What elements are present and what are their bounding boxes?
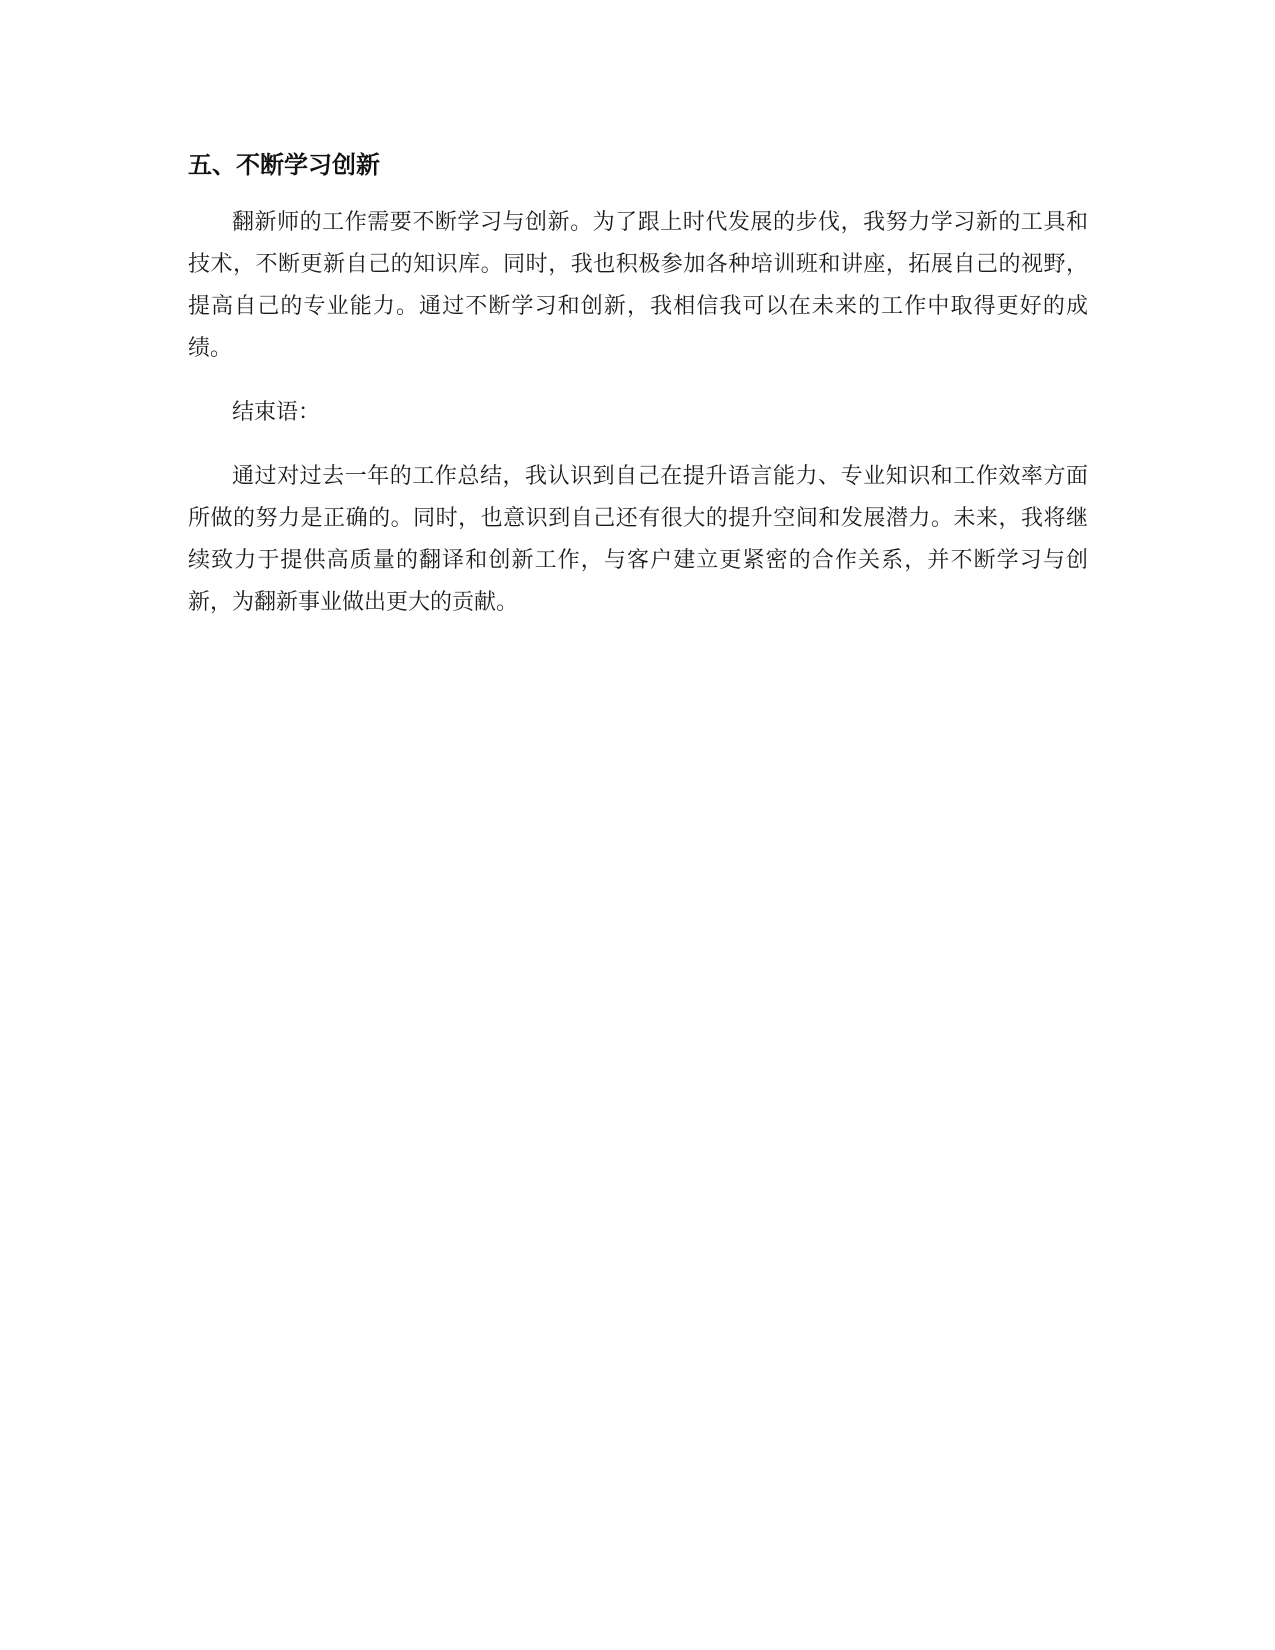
paragraph-closing-label: 结束语： [232,400,321,425]
paragraph-learning-innovation: 翻新师的工作需要不断学习与创新。为了跟上时代发展的步伐，我努力学习新的工具和技术，不断更新自己的知识库。同时，我也积极参加各种培训班和讲座，拓展自己的视野，提高自己的专业能力。通过不断学习和创新，我相信我可以在未来的工作中取得更好的成绩。 [188,210,1088,361]
document-body [188,148,1088,646]
section-heading: 五、不断学习创新 [188,151,380,179]
paragraph-conclusion: 通过对过去一年的工作总结，我认识到自己在提升语言能力、专业知识和工作效率方面所做的努力是正确的。同时，也意识到自己还有很大的提升空间和发展潜力。未来，我将继续致力于提供高质量的翻译和创新工作，与客户建立更紧密的合作关系，并不断学习与创新，为翻新事业做出更大的贡献。 [188,464,1088,615]
